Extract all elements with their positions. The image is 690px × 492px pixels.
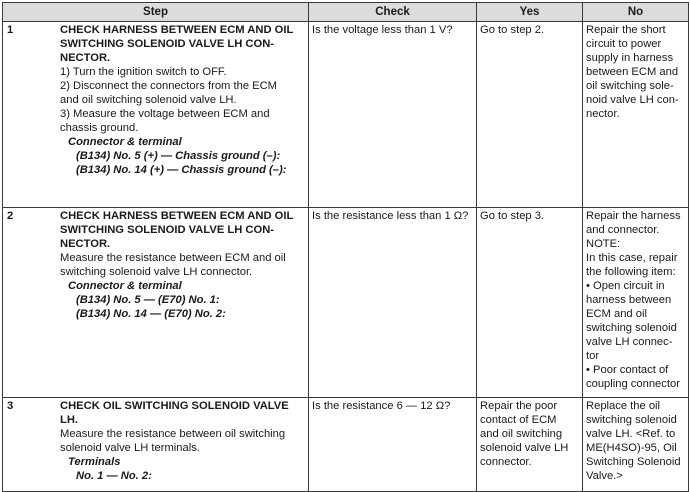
no-action-line: • Poor contact of <box>586 364 669 376</box>
no-action-line: the following item: <box>586 266 676 278</box>
no-action-line: Replace the oil <box>586 400 661 412</box>
no-action-line: between ECM and <box>586 66 679 78</box>
step-instruction-line: 3) Measure the voltage between ECM and <box>60 108 270 120</box>
step-title-line: CHECK HARNESS BETWEEN ECM AND OIL <box>60 24 294 36</box>
no-action-line: coupling connector <box>586 378 680 390</box>
step-instruction-line: and oil switching solenoid valve LH. <box>60 94 237 106</box>
step-instruction-line: solenoid valve LH terminals. <box>60 442 200 454</box>
header-check: Check <box>309 3 477 22</box>
terminal-heading: Connector & terminal <box>68 280 182 292</box>
terminal-item: (B134) No. 5 (+) — Chassis ground (–): <box>76 150 281 162</box>
no-action-line: Switching Solenoid <box>586 456 681 468</box>
no-action-line: In this case, repair <box>586 252 678 264</box>
no-action-line: ECM and oil <box>586 308 647 320</box>
header-no: No <box>583 3 689 22</box>
no-action-line: noid valve LH con- <box>586 94 679 106</box>
no-action-line: ME(H4SO)-95, Oil <box>586 442 677 454</box>
no-action-line: switching solenoid <box>586 322 677 334</box>
step-instruction-line: 2) Disconnect the connectors from the ECM <box>60 80 278 92</box>
yes-cell <box>477 22 583 208</box>
no-cell <box>583 208 689 398</box>
step-title-line: NECTOR. <box>60 238 111 250</box>
step-cell <box>3 398 309 492</box>
yes-action-line: contact of ECM <box>480 414 557 426</box>
step-number: 2 <box>7 210 14 222</box>
step-title-line: SWITCHING SOLENOID VALVE LH CON- <box>60 224 275 236</box>
diagnostic-table <box>2 2 689 492</box>
check-cell <box>309 208 477 398</box>
no-action-line: valve LH. <Ref. to <box>586 428 676 440</box>
no-action-line: NOTE: <box>586 238 621 250</box>
yes-cell <box>477 208 583 398</box>
no-cell <box>583 398 689 492</box>
step-instruction-line: 1) Turn the ignition switch to OFF. <box>60 66 227 78</box>
step-title-line: SWITCHING SOLENOID VALVE LH CON- <box>60 38 275 50</box>
table-row <box>3 22 689 208</box>
table-row <box>3 398 689 492</box>
terminal-item: (B134) No. 14 — (E70) No. 2: <box>76 308 226 320</box>
step-number: 3 <box>7 400 14 412</box>
no-action-line: • Open circuit in <box>586 280 665 292</box>
no-action-line: Repair the short <box>586 24 666 36</box>
step-title-line: CHECK OIL SWITCHING SOLENOID VALVE <box>60 400 289 412</box>
step-title-line: LH. <box>60 414 79 426</box>
step-cell <box>3 208 309 398</box>
yes-action-line: Repair the poor <box>480 400 558 412</box>
terminal-item: (B134) No. 5 — (E70) No. 1: <box>76 294 220 306</box>
no-action-line: harness between <box>586 294 672 306</box>
step-title-line: CHECK HARNESS BETWEEN ECM AND OIL <box>60 210 294 222</box>
no-cell <box>583 22 689 208</box>
no-action-line: circuit to power <box>586 38 662 50</box>
yes-action-line: connector. <box>480 456 532 468</box>
check-question: Is the resistance less than 1 Ω? <box>312 210 469 222</box>
step-instruction-line: chassis ground. <box>60 122 139 134</box>
no-action-line: Repair the harness <box>586 210 681 222</box>
no-action-line: switching solenoid <box>586 414 677 426</box>
yes-action-line: solenoid valve LH <box>480 442 569 454</box>
no-action-line: and connector. <box>586 224 660 236</box>
no-action-line: valve LH connec- <box>586 336 673 348</box>
header-row <box>3 3 689 22</box>
step-instruction-line: Measure the resistance between ECM and oil <box>60 252 286 264</box>
no-action-line: oil switching sole- <box>586 80 674 92</box>
header-yes: Yes <box>477 3 583 22</box>
no-action-line: supply in harness <box>586 52 674 64</box>
terminal-heading: Terminals <box>68 456 121 468</box>
check-question: Is the resistance 6 — 12 Ω? <box>312 400 451 412</box>
no-action-line: tor <box>586 350 600 362</box>
terminal-heading: Connector & terminal <box>68 136 182 148</box>
terminal-item: No. 1 — No. 2: <box>76 470 152 482</box>
terminal-item: (B134) No. 14 (+) — Chassis ground (–): <box>76 164 287 176</box>
step-number: 1 <box>7 24 14 36</box>
check-question: Is the voltage less than 1 V? <box>312 24 453 36</box>
yes-cell <box>477 398 583 492</box>
check-cell <box>309 22 477 208</box>
table-body <box>3 22 689 492</box>
check-cell <box>309 398 477 492</box>
yes-action-line: Go to step 3. <box>480 210 545 222</box>
step-cell <box>3 22 309 208</box>
no-action-line: Valve.> <box>586 470 623 482</box>
no-action-line: nector. <box>586 108 620 120</box>
yes-action-line: Go to step 2. <box>480 24 545 36</box>
yes-action-line: and oil switching <box>480 428 563 440</box>
table-row <box>3 208 689 398</box>
header-step: Step <box>3 3 309 22</box>
step-instruction-line: Measure the resistance between oil switching <box>60 428 286 440</box>
step-title-line: NECTOR. <box>60 52 111 64</box>
step-instruction-line: switching solenoid valve LH connector. <box>60 266 253 278</box>
